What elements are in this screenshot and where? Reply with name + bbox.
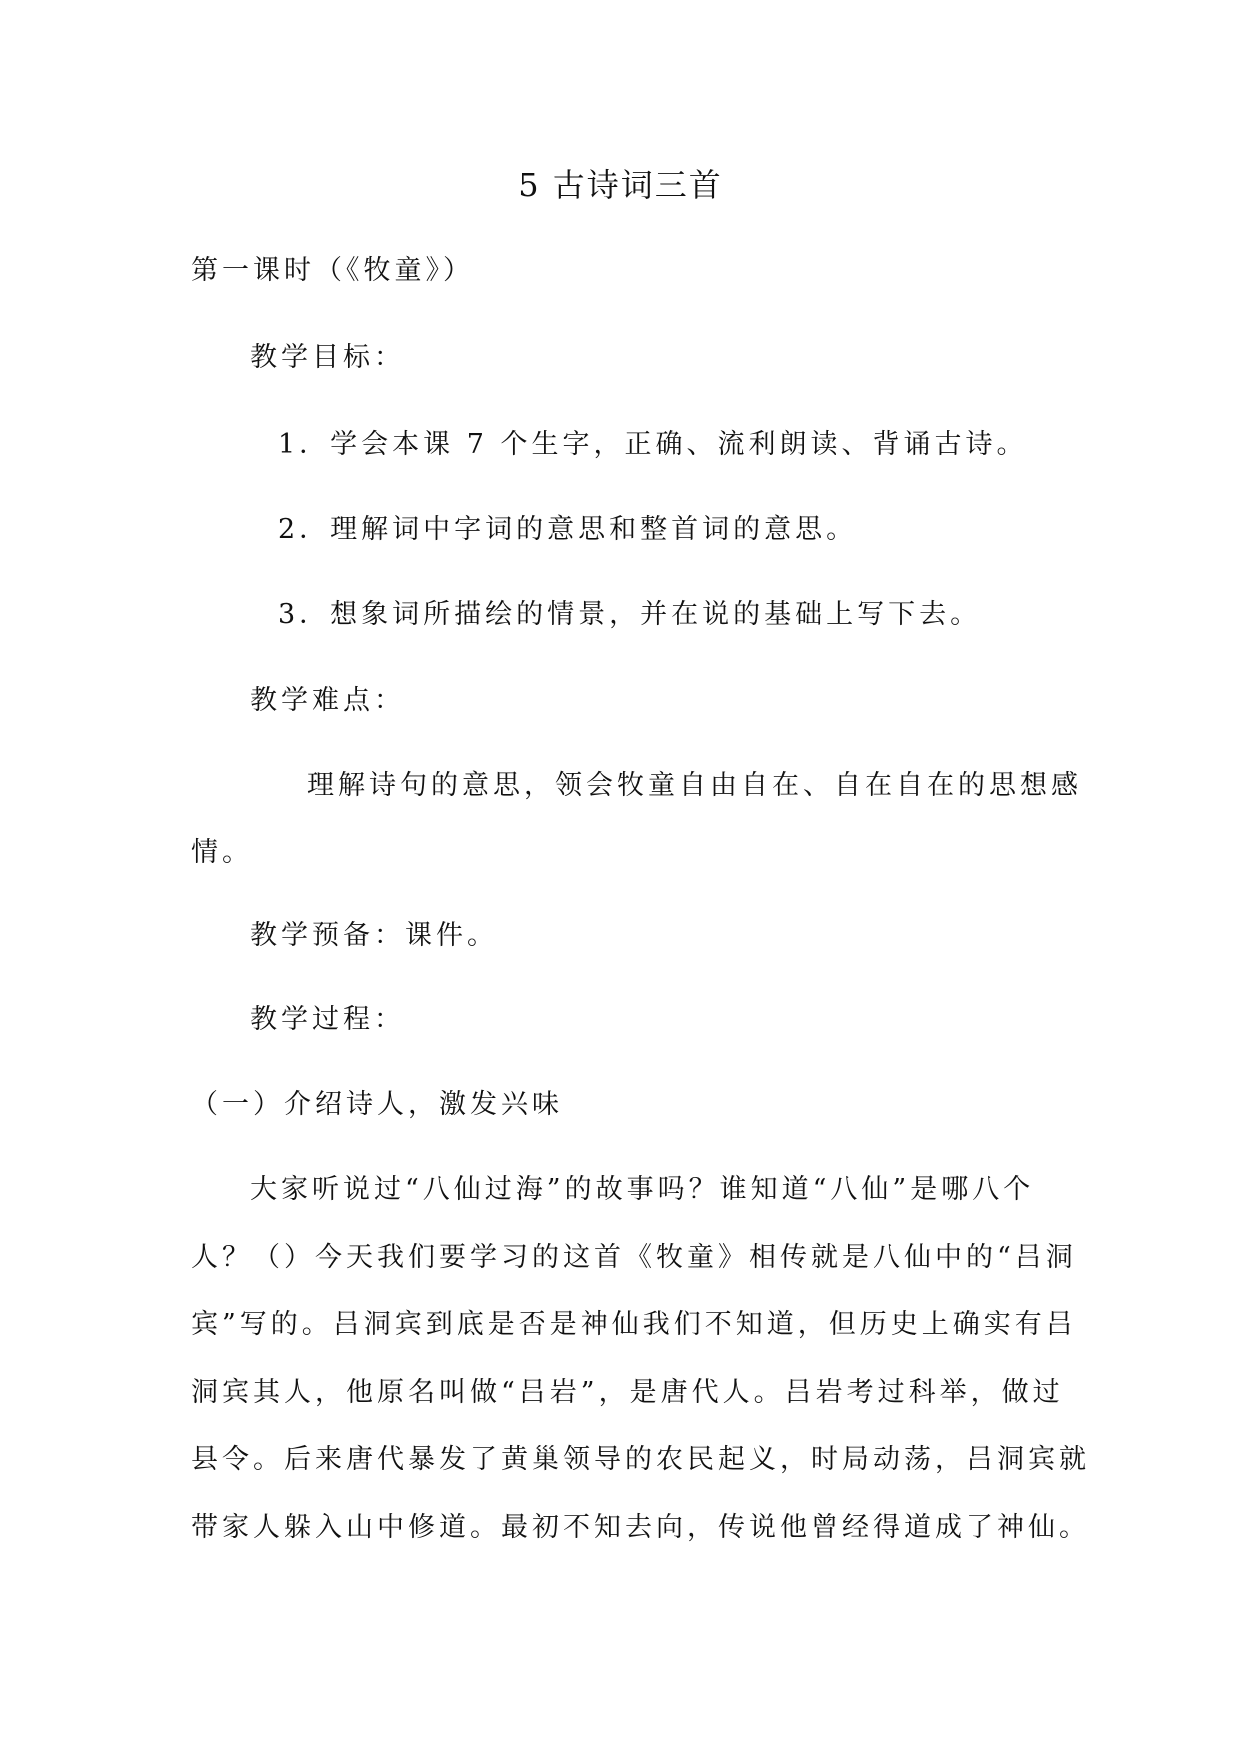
difficulty-heading: 教学难点： bbox=[250, 685, 405, 716]
preparation-line: 教学预备：课件。 bbox=[250, 920, 498, 951]
paragraph-line: 人？（）今天我们要学习的这首《牧童》相传就是八仙中的“吕洞 bbox=[191, 1242, 1077, 1273]
difficulty-text-line: 情。 bbox=[191, 837, 253, 868]
goal-item: 2．理解词中字词的意思和整首词的意思。 bbox=[278, 514, 858, 545]
paragraph-line: 县令。后来唐代暴发了黄巢领导的农民起义，时局动荡，吕洞宾就 bbox=[191, 1444, 1090, 1475]
lesson-heading: 第一课时（《牧童》） bbox=[191, 255, 474, 286]
section-heading: （一）介绍诗人，激发兴味 bbox=[191, 1089, 563, 1120]
goal-item: 1．学会本课 7 个生字，正确、流利朗读、背诵古诗。 bbox=[278, 429, 1028, 460]
paragraph-line: 带家人躲入山中修道。最初不知去向，传说他曾经得道成了神仙。 bbox=[191, 1512, 1090, 1543]
paragraph-line: 洞宾其人，他原名叫做“吕岩”，是唐代人。吕岩考过科举，做过 bbox=[191, 1377, 1064, 1408]
paragraph-line: 宾”写的。吕洞宾到底是否是神仙我们不知道，但历史上确实有吕 bbox=[191, 1309, 1077, 1340]
goals-heading: 教学目标： bbox=[250, 342, 405, 373]
paragraph-line: 大家听说过“八仙过海”的故事吗？谁知道“八仙”是哪八个 bbox=[250, 1174, 1035, 1205]
difficulty-text-line: 理解诗句的意思，领会牧童自由自在、自在自在的思想感 bbox=[307, 770, 1082, 801]
goal-item: 3．想象词所描绘的情景，并在说的基础上写下去。 bbox=[278, 599, 982, 630]
process-heading: 教学过程： bbox=[250, 1004, 405, 1035]
document-title: 5 古诗词三首 bbox=[518, 166, 723, 204]
